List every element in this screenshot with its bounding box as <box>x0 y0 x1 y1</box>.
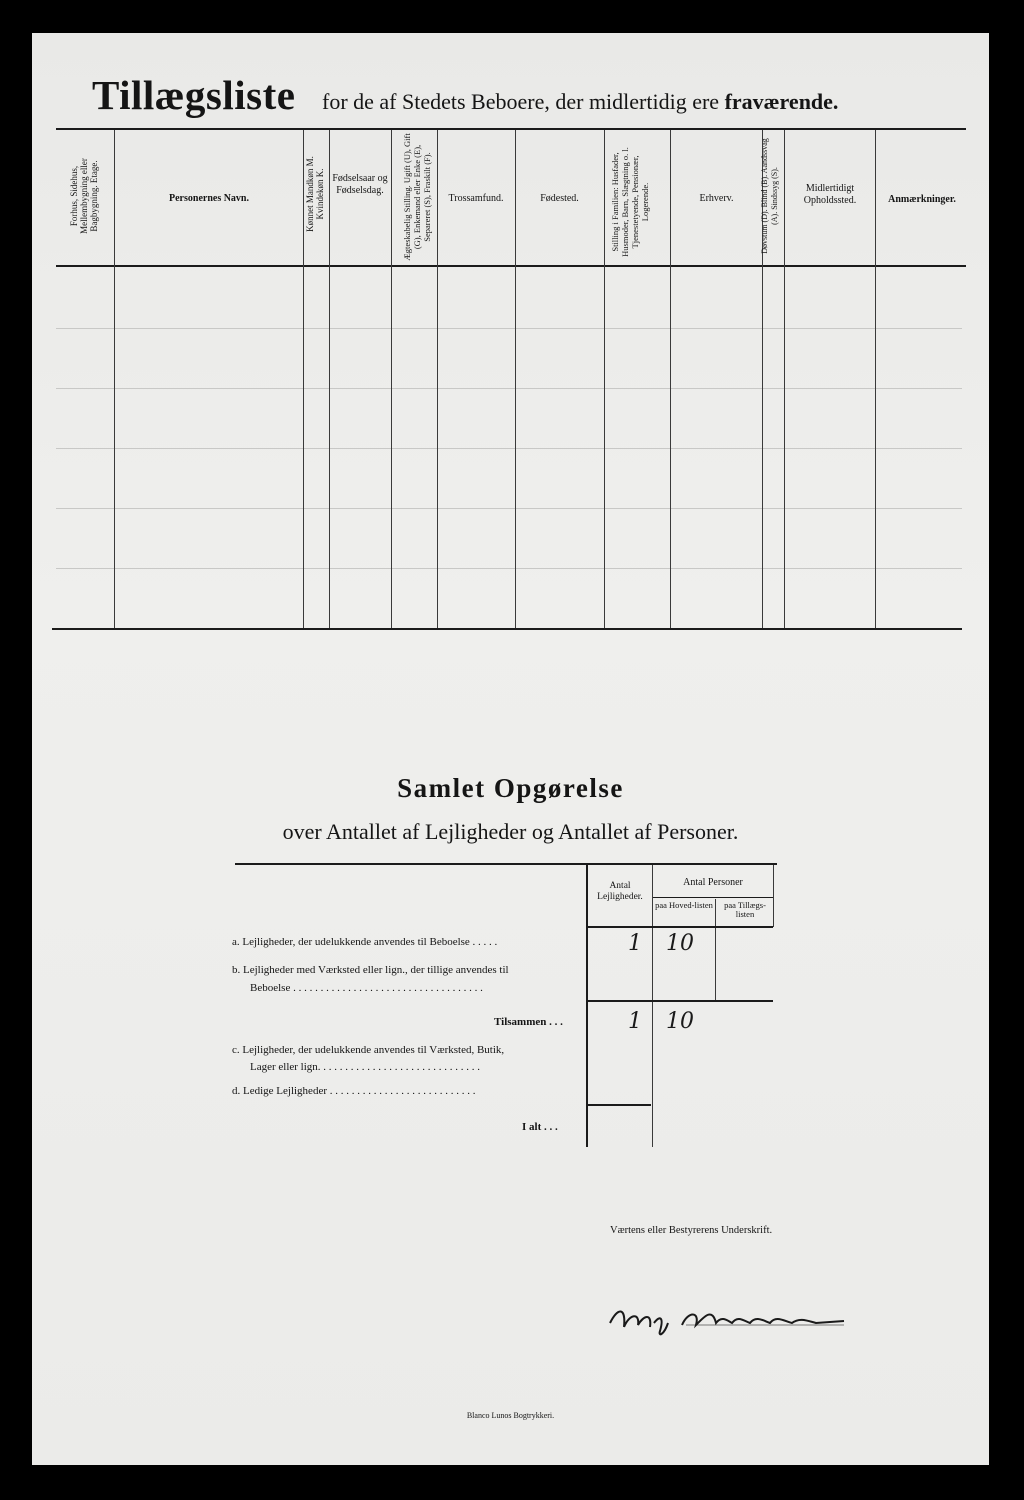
col-header-temp-residence: Midlertidigt Opholdssted. <box>803 183 857 206</box>
row-line <box>56 448 962 449</box>
col-header-family-position: Stilling i Familien: Husfader, Husmoder, Barn, Slægtning o. l. Tjenestetyende, Pensionær, Logerende. <box>610 147 650 257</box>
col-header-marital: Ægteskabelig Stilling. Ugift (U), Gift (G), Enkemand eller Enke (E), Separeret (S), Fraskilt (F). <box>402 133 432 261</box>
printer-imprint: Blanco Lunos Bogtrykkeri. <box>466 1411 555 1420</box>
summary-row-a-lejligheder: 1 <box>628 931 642 956</box>
column-divider <box>670 130 671 628</box>
summary-rule <box>587 1104 651 1106</box>
col-header-name: Personernes Navn. <box>169 193 249 204</box>
summary-row-tilsammen-label: Tilsammen . . . <box>494 1016 563 1028</box>
summary-rule <box>587 926 773 928</box>
col-header-sex: Kønnet Mandkøn M. Kvindekøn K. <box>305 156 325 232</box>
row-line <box>56 388 962 389</box>
summary-divider <box>652 865 653 1147</box>
col-header-occupation: Erhverv. <box>699 193 734 204</box>
summary-rule <box>587 1000 773 1002</box>
column-divider <box>604 130 605 628</box>
row-line <box>56 328 962 329</box>
summary-rule <box>653 897 773 898</box>
col-header-religion: Trossamfund. <box>448 193 504 204</box>
summary-col-tillaegslisten: paa Tillægs-listen <box>724 900 766 919</box>
col-header-building: Forhus, Sidehus, Mellembygning eller Bagbygning. Etage. <box>69 158 99 234</box>
form-title: Tillægsliste <box>92 72 296 118</box>
col-header-birthplace: Fødested. <box>540 193 579 204</box>
summary-subtitle: over Antallet af Lejligheder og Antallet af Personer. <box>282 819 739 844</box>
column-divider <box>391 130 392 628</box>
signature-label: Værtens eller Bestyrerens Underskrift. <box>610 1225 773 1236</box>
column-divider <box>784 130 785 628</box>
summary-row-d-label: d. Ledige Lejligheder . . . . . . . . . . . . . . . . . . . . . . . . . . . <box>232 1085 476 1097</box>
summary-row-tilsammen-hoved: 10 <box>666 1009 694 1034</box>
handwritten-signature <box>604 1301 884 1341</box>
summary-row-c-label-1: c. Lejligheder, der udelukkende anvendes til Værksted, Butik, <box>232 1044 505 1056</box>
column-divider <box>875 130 876 628</box>
row-line <box>56 508 962 509</box>
summary-row-ialt-label: I alt . . . <box>522 1121 558 1133</box>
census-form-page <box>32 33 989 1465</box>
summary-col-personer: Antal Personer <box>683 877 743 888</box>
form-title-bold: fraværende. <box>724 89 839 114</box>
summary-col-lejligheder: Antal Lejligheder. <box>597 881 643 902</box>
summary-row-c-label-2: Lager eller lign. . . . . . . . . . . . . . . . . . . . . . . . . . . . . . <box>250 1061 481 1073</box>
table-top-rule <box>56 128 966 130</box>
summary-top-rule <box>235 863 777 865</box>
column-divider <box>114 130 115 628</box>
summary-row-b-label-1: b. Lejligheder med Værksted eller lign., der tillige anvendes til <box>232 964 509 976</box>
summary-row-a-hoved: 10 <box>666 931 694 956</box>
summary-divider <box>715 899 716 1001</box>
col-header-birth: Fødselsaar og Fødselsdag. <box>332 173 388 196</box>
summary-col-hovedlisten: paa Hoved-listen <box>655 900 713 910</box>
row-line <box>56 568 962 569</box>
form-title-subtitle <box>322 89 838 115</box>
summary-divider <box>773 865 774 927</box>
summary-row-b-label-2: Beboelse . . . . . . . . . . . . . . . . . . . . . . . . . . . . . . . . . . . <box>250 982 483 994</box>
column-divider <box>303 130 304 628</box>
summary-row-a-label: a. Lejligheder, der udelukkende anvendes til Beboelse . . . . . <box>232 936 498 948</box>
column-divider <box>329 130 330 628</box>
col-header-disability: Døvstum (D). Blind (B). Aandssvag (A). Sindssyg (S). <box>760 138 779 254</box>
summary-title: Samlet Opgørelse <box>397 773 624 803</box>
table-bottom-rule <box>52 628 962 630</box>
form-title-plain: for de af Stedets Beboere, der midlertidig ere <box>322 89 725 114</box>
col-header-remarks: Anmærkninger. <box>888 194 956 205</box>
table-header-rule <box>56 265 966 267</box>
summary-row-tilsammen-lejligheder: 1 <box>628 1009 642 1034</box>
